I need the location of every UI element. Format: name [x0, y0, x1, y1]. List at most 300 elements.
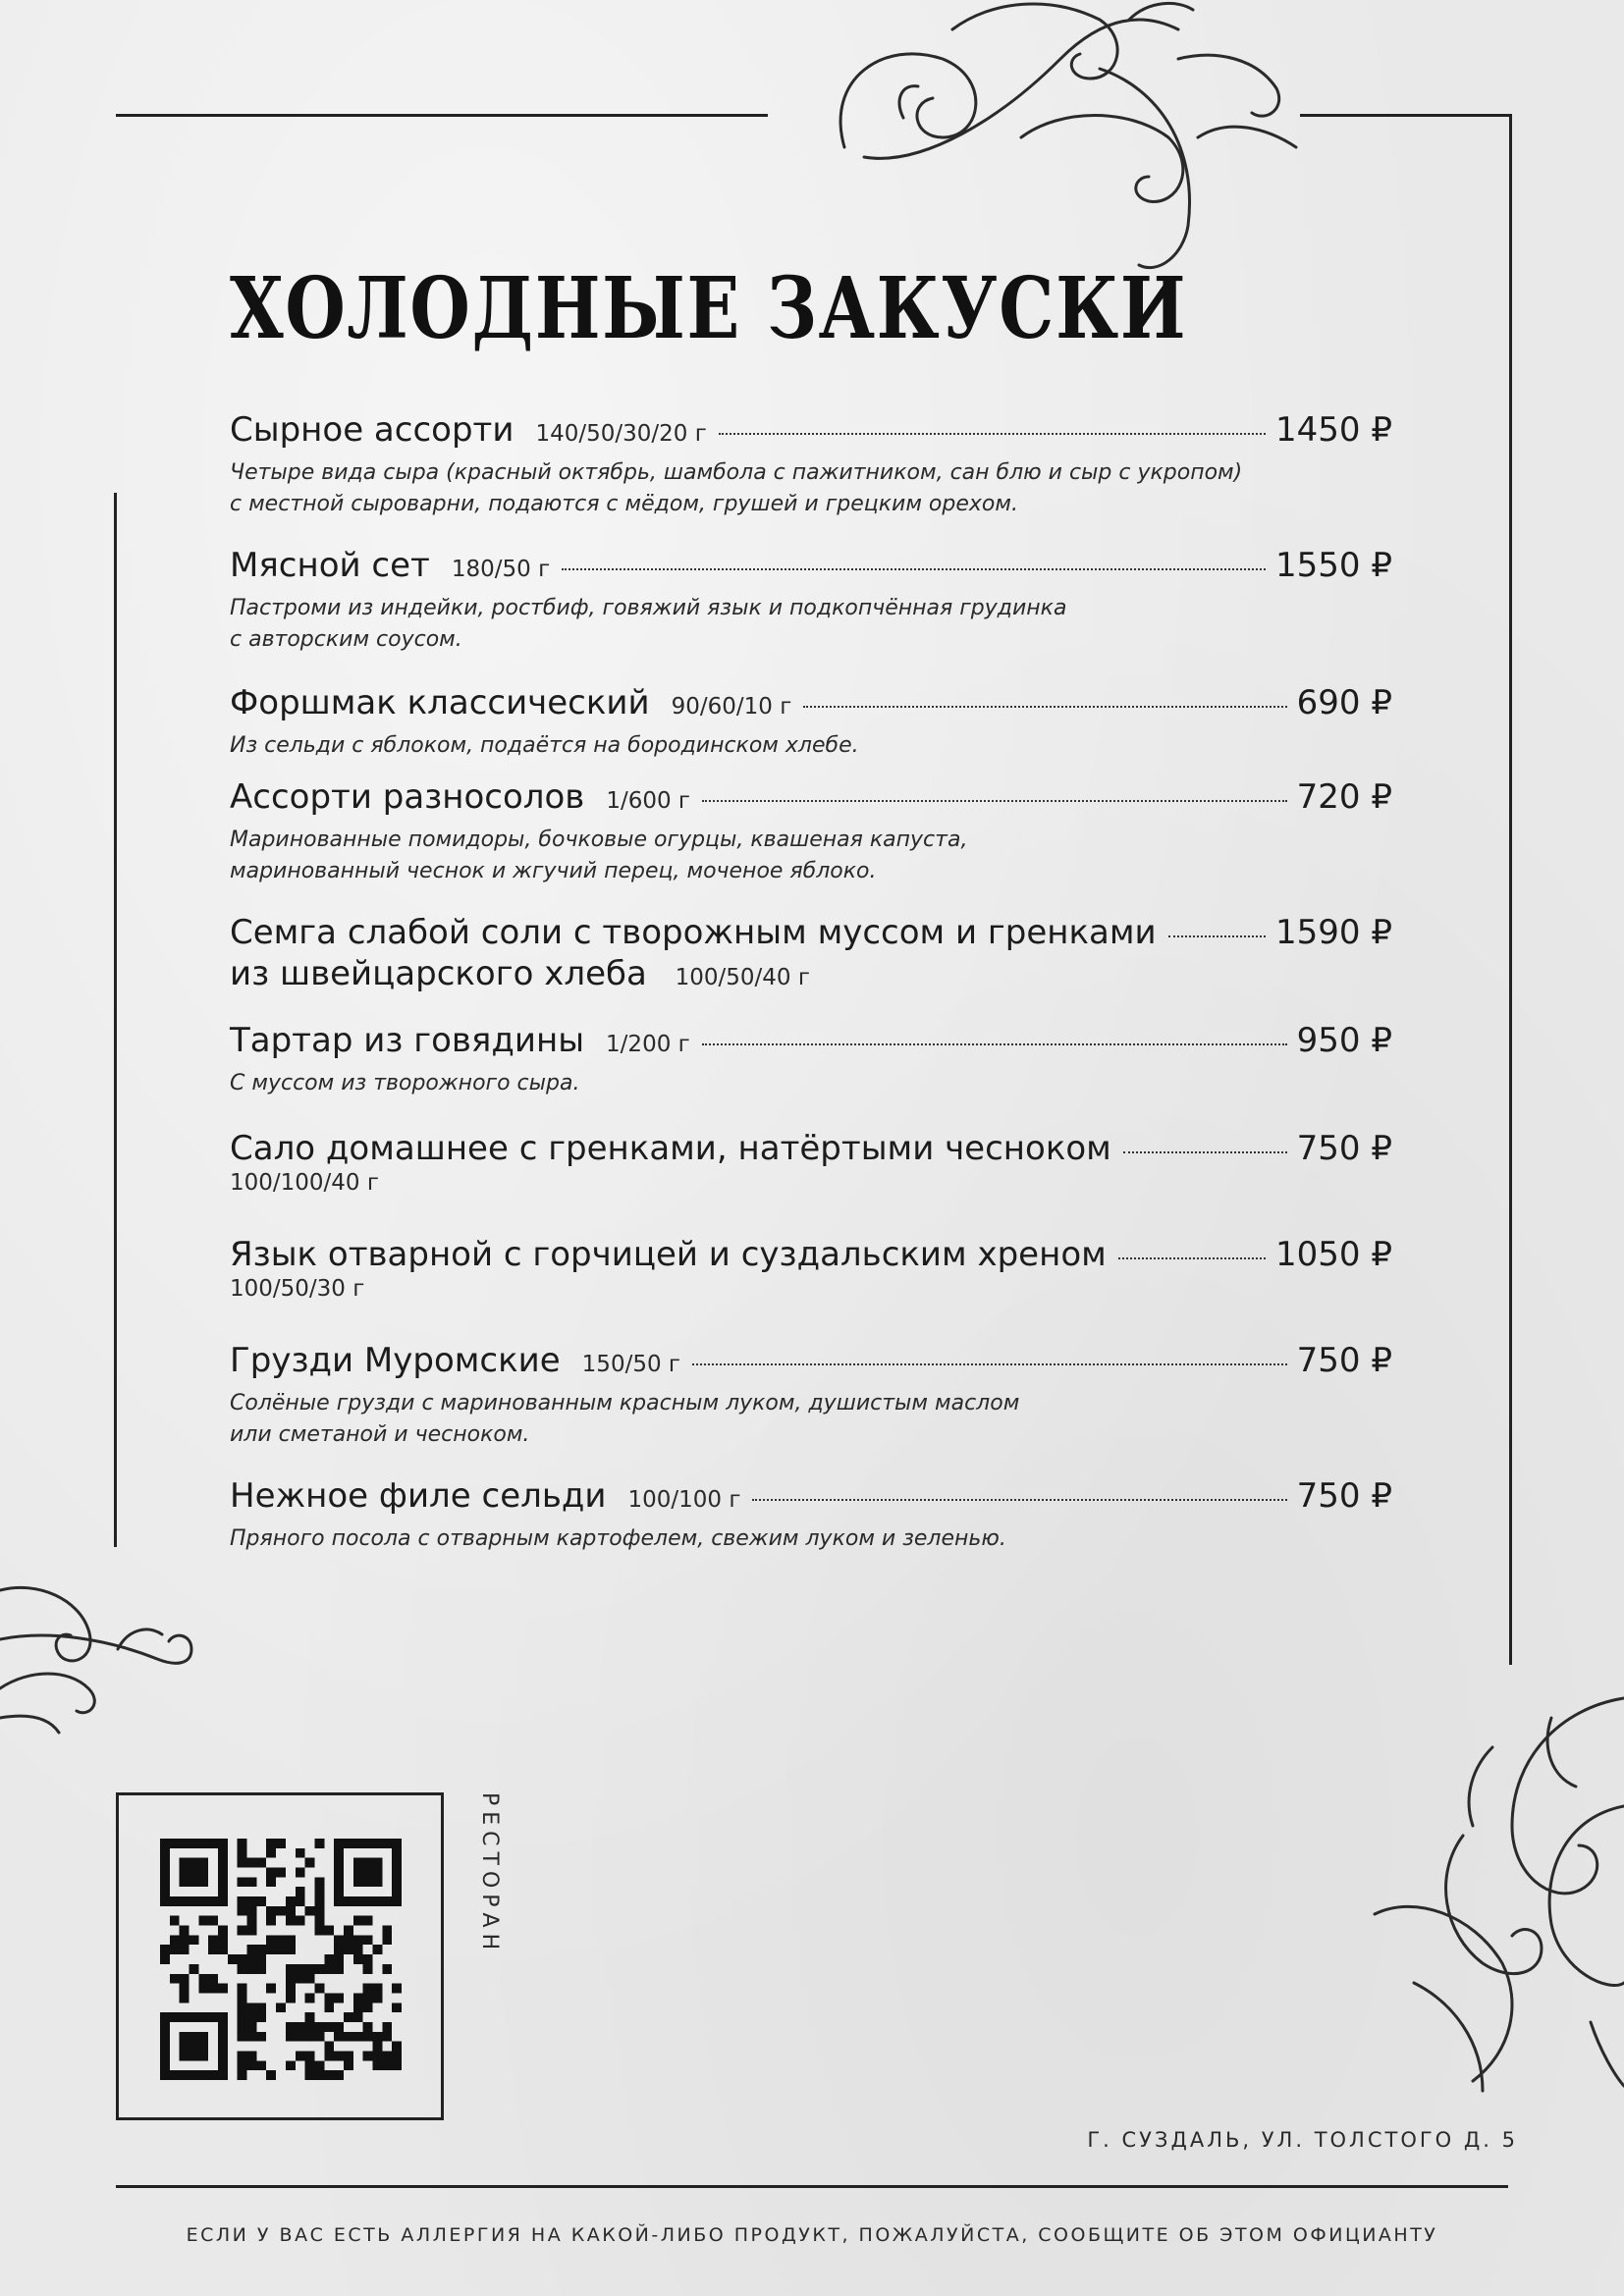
- item-price: 1550 ₽: [1275, 546, 1392, 585]
- qr-module: [353, 1896, 363, 1906]
- qr-module: [344, 1926, 353, 1936]
- qr-module: [392, 2002, 402, 2012]
- qr-module: [324, 1954, 334, 1964]
- qr-module: [363, 1916, 373, 1926]
- qr-module: [256, 1896, 266, 1906]
- qr-module: [238, 1839, 247, 1848]
- qr-module: [353, 1993, 363, 2002]
- qr-module: [170, 1916, 180, 1926]
- item-name: Тартар из говядины: [230, 1021, 585, 1060]
- qr-module: [314, 1896, 324, 1906]
- qr-module: [180, 1984, 189, 1994]
- qr-module: [334, 2070, 344, 2080]
- qr-module: [286, 1984, 296, 1994]
- qr-module: [305, 1993, 315, 2002]
- qr-module: [266, 1945, 276, 1954]
- qr-module: [208, 1935, 218, 1945]
- qr-module: [334, 1954, 344, 1964]
- item-name: Форшмак классический: [230, 683, 650, 722]
- qr-module: [286, 1916, 296, 1926]
- qr-module: [382, 2022, 392, 2032]
- qr-module: [266, 1848, 276, 1858]
- item-weight: 1/600 г: [606, 788, 691, 814]
- qr-module: [247, 2032, 257, 2042]
- list-item: [230, 913, 1392, 1021]
- qr-module: [247, 1896, 257, 1906]
- qr-module: [363, 1858, 373, 1868]
- qr-module: [238, 2032, 247, 2042]
- qr-module: [314, 1964, 324, 1974]
- qr-module: [218, 2032, 228, 2042]
- qr-module: [160, 1945, 170, 1954]
- qr-module: [296, 1896, 305, 1906]
- top-rule-left: [116, 114, 768, 117]
- qr-module: [372, 1896, 382, 1906]
- qr-module: [218, 1868, 228, 1878]
- qr-module: [363, 2032, 373, 2042]
- qr-module: [276, 1906, 286, 1916]
- qr-module: [160, 2012, 170, 2022]
- item-price: 690 ₽: [1296, 683, 1392, 722]
- list-item: [230, 1476, 1392, 1571]
- qr-module: [180, 2012, 189, 2022]
- qr-module: [256, 1945, 266, 1954]
- qr-module: [160, 1858, 170, 1868]
- qr-module: [208, 1896, 218, 1906]
- qr-module: [296, 1848, 305, 1858]
- bottom-rule: [116, 2185, 1508, 2188]
- qr-module: [247, 2051, 257, 2060]
- qr-module: [305, 2051, 315, 2060]
- item-price: 750 ₽: [1296, 1341, 1392, 1380]
- qr-module: [392, 1887, 402, 1896]
- qr-module: [314, 2070, 324, 2080]
- list-item: [230, 683, 1392, 777]
- qr-module: [286, 2022, 296, 2032]
- qr-module: [189, 2032, 199, 2042]
- top-swirl-ornament: [805, 0, 1316, 294]
- qr-module: [324, 2051, 334, 2060]
- qr-module: [218, 2022, 228, 2032]
- item-description: Пастроми из индейки, ростбиф, говяжий язык и подкопчённая грудинка с авторским соусом.: [230, 596, 1067, 652]
- qr-module: [363, 1896, 373, 1906]
- qr-module: [334, 1868, 344, 1878]
- qr-module: [180, 1945, 189, 1954]
- qr-module: [189, 2042, 199, 2052]
- qr-module: [189, 2070, 199, 2080]
- item-description: Солёные грузди с маринованным красным луком, душистым маслом или сметаной и чесноком.: [230, 1391, 1020, 1447]
- qr-module: [198, 1877, 208, 1887]
- qr-module: [238, 1954, 247, 1964]
- qr-module: [372, 1984, 382, 1994]
- qr-module: [238, 1848, 247, 1858]
- qr-module: [160, 1848, 170, 1858]
- qr-module: [180, 1935, 189, 1945]
- qr-module: [392, 1877, 402, 1887]
- qr-module: [256, 2012, 266, 2022]
- qr-module: [382, 2051, 392, 2060]
- item-name: Сало домашнее с гренками, натёртыми чесноком: [230, 1129, 1111, 1168]
- qr-module: [363, 1877, 373, 1887]
- qr-module: [256, 1964, 266, 1974]
- qr-module: [208, 1839, 218, 1848]
- qr-module: [372, 1858, 382, 1868]
- qr-module: [238, 1993, 247, 2002]
- qr-module: [296, 2022, 305, 2032]
- qr-module: [247, 1916, 257, 1926]
- qr-module: [189, 2012, 199, 2022]
- qr-module: [344, 2051, 353, 2060]
- qr-module: [218, 1945, 228, 1954]
- qr-module: [198, 1896, 208, 1906]
- qr-module: [363, 1993, 373, 2002]
- item-weight: 1/200 г: [606, 1032, 690, 1057]
- qr-module: [382, 1839, 392, 1848]
- qr-module: [170, 1935, 180, 1945]
- qr-module: [189, 1877, 199, 1887]
- dot-leader: [702, 800, 1287, 802]
- qr-module: [218, 1887, 228, 1896]
- qr-module: [276, 1935, 286, 1945]
- qr-module: [305, 2022, 315, 2032]
- list-item: [230, 1021, 1392, 1129]
- qr-module: [180, 1877, 189, 1887]
- item-price: 950 ₽: [1296, 1021, 1392, 1060]
- qr-module: [334, 1964, 344, 1974]
- qr-module: [170, 2012, 180, 2022]
- qr-module: [218, 2060, 228, 2070]
- item-weight: 90/60/10 г: [671, 694, 792, 720]
- qr-module: [198, 1839, 208, 1848]
- qr-module: [353, 1935, 363, 1945]
- qr-module: [344, 1896, 353, 1906]
- qr-module: [160, 2060, 170, 2070]
- qr-module: [180, 1868, 189, 1878]
- list-item: [230, 1129, 1392, 1235]
- qr-module: [247, 2012, 257, 2022]
- qr-module: [334, 1887, 344, 1896]
- qr-module: [238, 2060, 247, 2070]
- item-name-line2: из швейцарского хлеба: [230, 954, 647, 993]
- dot-leader: [692, 1363, 1287, 1365]
- qr-module: [189, 1935, 199, 1945]
- left-rule: [114, 493, 117, 1547]
- qr-module: [392, 1848, 402, 1858]
- qr-module: [314, 2022, 324, 2032]
- dot-leader: [1118, 1257, 1266, 1259]
- qr-module: [392, 1868, 402, 1878]
- qr-module: [334, 1935, 344, 1945]
- qr-module: [266, 1839, 276, 1848]
- qr-module: [276, 2002, 286, 2012]
- qr-module: [314, 2060, 324, 2070]
- qr-module: [160, 1877, 170, 1887]
- qr-module: [247, 1858, 257, 1868]
- qr-module: [286, 1974, 296, 1984]
- qr-module: [208, 1974, 218, 1984]
- qr-module: [353, 2012, 363, 2022]
- qr-module: [382, 1964, 392, 1974]
- item-weight: 180/50 г: [451, 557, 551, 582]
- qr-module: [256, 2002, 266, 2012]
- qr-module: [324, 2070, 334, 2080]
- item-weight: 100/50/40 г: [675, 965, 810, 990]
- qr-module: [372, 2032, 382, 2042]
- qr-module: [286, 1896, 296, 1906]
- top-rule-right: [1300, 114, 1512, 117]
- qr-module: [238, 2051, 247, 2060]
- qr-module: [392, 2042, 402, 2052]
- item-name: Нежное филе сельди: [230, 1476, 607, 1516]
- qr-module: [160, 1868, 170, 1878]
- qr-module: [314, 1877, 324, 1887]
- qr-module: [392, 1896, 402, 1906]
- qr-module: [180, 1839, 189, 1848]
- qr-module: [189, 1868, 199, 1878]
- qr-module: [392, 2051, 402, 2060]
- qr-module: [208, 1916, 218, 1926]
- qr-module: [296, 2032, 305, 2042]
- qr-module: [286, 2032, 296, 2042]
- qr-module: [160, 1839, 170, 1848]
- qr-module: [344, 2032, 353, 2042]
- qr-module: [392, 1839, 402, 1848]
- qr-module: [266, 1916, 276, 1926]
- qr-module: [189, 1896, 199, 1906]
- qr-module: [372, 2060, 382, 2070]
- qr-module: [208, 1945, 218, 1954]
- qr-module: [363, 1839, 373, 1848]
- qr-module: [334, 1945, 344, 1954]
- qr-module: [198, 1974, 208, 1984]
- qr-module: [372, 1945, 382, 1954]
- qr-module: [305, 2070, 315, 2080]
- list-item: [230, 546, 1392, 683]
- qr-module: [238, 2070, 247, 2080]
- qr-module: [286, 1945, 296, 1954]
- dot-leader: [752, 1499, 1286, 1501]
- qr-module: [276, 1945, 286, 1954]
- qr-module: [382, 1896, 392, 1906]
- qr-module: [314, 1906, 324, 1916]
- item-weight: 150/50 г: [581, 1352, 680, 1377]
- qr-module: [324, 2002, 334, 2012]
- qr-module: [180, 1993, 189, 2002]
- qr-module: [363, 1935, 373, 1945]
- qr-module: [334, 2051, 344, 2060]
- allergy-note: ЕСЛИ У ВАС ЕСТЬ АЛЛЕРГИЯ НА КАКОЙ-ЛИБО ПРОДУКТ, ПОЖАЛУЙСТА, СООБЩИТЕ ОБ ЭТОМ ОФИЦИАНТУ: [186, 2224, 1438, 2246]
- qr-code[interactable]: [160, 1839, 402, 2080]
- qr-module: [266, 1877, 276, 1887]
- qr-module: [353, 2002, 363, 2012]
- qr-module: [238, 2012, 247, 2022]
- qr-module: [382, 1926, 392, 1936]
- qr-module: [344, 1945, 353, 1954]
- qr-module: [372, 1839, 382, 1848]
- qr-module: [238, 1896, 247, 1906]
- qr-module: [198, 1984, 208, 1994]
- qr-module: [266, 2070, 276, 2080]
- qr-module: [363, 2002, 373, 2012]
- qr-module: [363, 1868, 373, 1878]
- qr-module: [208, 2070, 218, 2080]
- qr-module: [286, 1964, 296, 1974]
- qr-module: [314, 1887, 324, 1896]
- qr-module: [334, 1858, 344, 1868]
- qr-module: [198, 1916, 208, 1926]
- qr-module: [238, 1964, 247, 1974]
- qr-module: [334, 1993, 344, 2002]
- dot-leader: [702, 1043, 1287, 1045]
- qr-module: [363, 2051, 373, 2060]
- item-weight: 100/100/40 г: [230, 1170, 379, 1196]
- qr-module: [238, 1877, 247, 1887]
- qr-module: [344, 1935, 353, 1945]
- qr-module: [353, 1877, 363, 1887]
- qr-module: [344, 2060, 353, 2070]
- qr-module: [170, 1839, 180, 1848]
- address: Г. СУЗДАЛЬ, УЛ. ТОЛСТОГО Д. 5: [1087, 2128, 1518, 2152]
- list-item: [230, 1235, 1392, 1341]
- qr-module: [305, 2012, 315, 2022]
- qr-module: [218, 2070, 228, 2080]
- item-description: Маринованные помидоры, бочковые огурцы, квашеная капуста, маринованный чеснок и жгучий перец, моченое яблоко.: [230, 828, 968, 883]
- qr-module: [238, 1984, 247, 1994]
- dot-leader: [1123, 1151, 1287, 1153]
- qr-module: [218, 1935, 228, 1945]
- item-weight: 100/100 г: [627, 1487, 741, 1513]
- qr-module: [160, 1887, 170, 1896]
- qr-module: [353, 1858, 363, 1868]
- qr-module: [170, 1974, 180, 1984]
- qr-module: [160, 2032, 170, 2042]
- qr-module: [372, 1868, 382, 1878]
- qr-module: [218, 1848, 228, 1858]
- qr-module: [334, 1848, 344, 1858]
- qr-module: [276, 1868, 286, 1878]
- qr-module: [286, 1993, 296, 2002]
- item-description: Из сельди с яблоком, подаётся на бородинском хлебе.: [230, 733, 859, 758]
- qr-module: [208, 1984, 218, 1994]
- qr-module: [256, 2032, 266, 2042]
- qr-module: [334, 1877, 344, 1887]
- qr-module: [247, 1926, 257, 1936]
- qr-module: [266, 1868, 276, 1878]
- qr-module: [198, 2032, 208, 2042]
- item-name: Сырное ассорти: [230, 410, 514, 450]
- item-price: 720 ₽: [1296, 777, 1392, 817]
- qr-module: [363, 1984, 373, 1994]
- qr-module: [247, 2022, 257, 2032]
- qr-module: [247, 1945, 257, 1954]
- qr-module: [218, 1858, 228, 1868]
- list-item: [230, 1341, 1392, 1476]
- qr-module: [353, 1954, 363, 1964]
- qr-module: [314, 1839, 324, 1848]
- item-description: Четыре вида сыра (красный октябрь, шамбола с пажитником, сан блю и сыр с укропом) с местной сыроварни, подаются с мёдом, грушей и грецким орехом.: [230, 460, 1243, 516]
- qr-module: [314, 1926, 324, 1936]
- qr-module: [218, 2051, 228, 2060]
- qr-module: [238, 1906, 247, 1916]
- qr-code-frame: [116, 1792, 444, 2120]
- qr-module: [392, 2060, 402, 2070]
- item-name-continued: [230, 954, 1392, 993]
- qr-module: [160, 2051, 170, 2060]
- qr-module: [238, 1858, 247, 1868]
- qr-module: [305, 2032, 315, 2042]
- item-price: 1590 ₽: [1275, 913, 1392, 952]
- qr-module: [314, 1984, 324, 1994]
- qr-module: [344, 1839, 353, 1848]
- item-description: С муссом из творожного сыра.: [230, 1071, 580, 1095]
- qr-module: [180, 2070, 189, 2080]
- qr-module: [170, 1945, 180, 1954]
- qr-module: [334, 2022, 344, 2032]
- qr-module: [247, 1964, 257, 1974]
- qr-module: [353, 1868, 363, 1878]
- qr-module: [314, 2032, 324, 2042]
- qr-module: [247, 1954, 257, 1964]
- item-price: 1450 ₽: [1275, 410, 1392, 450]
- qr-module: [334, 1839, 344, 1848]
- qr-module: [180, 1974, 189, 1984]
- qr-module: [324, 2022, 334, 2032]
- item-name: Мясной сет: [230, 546, 430, 585]
- qr-module: [276, 1839, 286, 1848]
- qr-module: [344, 2012, 353, 2022]
- qr-module: [266, 1984, 276, 1994]
- dot-leader: [1168, 935, 1266, 937]
- qr-module: [372, 2051, 382, 2060]
- menu-list: [230, 410, 1392, 1571]
- qr-module: [286, 1935, 296, 1945]
- qr-module: [372, 1993, 382, 2002]
- qr-module: [218, 2042, 228, 2052]
- qr-module: [170, 1896, 180, 1906]
- qr-module: [218, 1896, 228, 1906]
- qr-module: [296, 1916, 305, 1926]
- item-price: 750 ₽: [1296, 1129, 1392, 1168]
- qr-module: [228, 1954, 238, 1964]
- qr-module: [324, 2042, 334, 2052]
- restaurant-label: РЕСТОРАН: [477, 1792, 502, 1956]
- qr-module: [305, 1906, 315, 1916]
- qr-module: [238, 2022, 247, 2032]
- item-price: 1050 ₽: [1275, 1235, 1392, 1274]
- item-name: Семга слабой соли с творожным муссом и гренками: [230, 913, 1157, 952]
- qr-module: [160, 2070, 170, 2080]
- qr-module: [247, 1906, 257, 1916]
- qr-module: [305, 1974, 315, 1984]
- page-title: ХОЛОДНЫЕ ЗАКУСКИ: [230, 259, 1188, 358]
- qr-module: [238, 2002, 247, 2012]
- qr-module: [363, 2022, 373, 2032]
- item-name: Ассорти разносолов: [230, 777, 585, 817]
- qr-module: [324, 1964, 334, 1974]
- qr-module: [266, 1906, 276, 1916]
- qr-module: [189, 2051, 199, 2060]
- item-price: 750 ₽: [1296, 1476, 1392, 1516]
- qr-module: [208, 2012, 218, 2022]
- qr-module: [218, 1877, 228, 1887]
- qr-module: [256, 1954, 266, 1964]
- qr-module: [392, 1858, 402, 1868]
- left-swirl-ornament: [0, 1571, 206, 1737]
- qr-module: [198, 2051, 208, 2060]
- qr-module: [160, 2022, 170, 2032]
- qr-module: [189, 1964, 199, 1974]
- qr-module: [372, 1877, 382, 1887]
